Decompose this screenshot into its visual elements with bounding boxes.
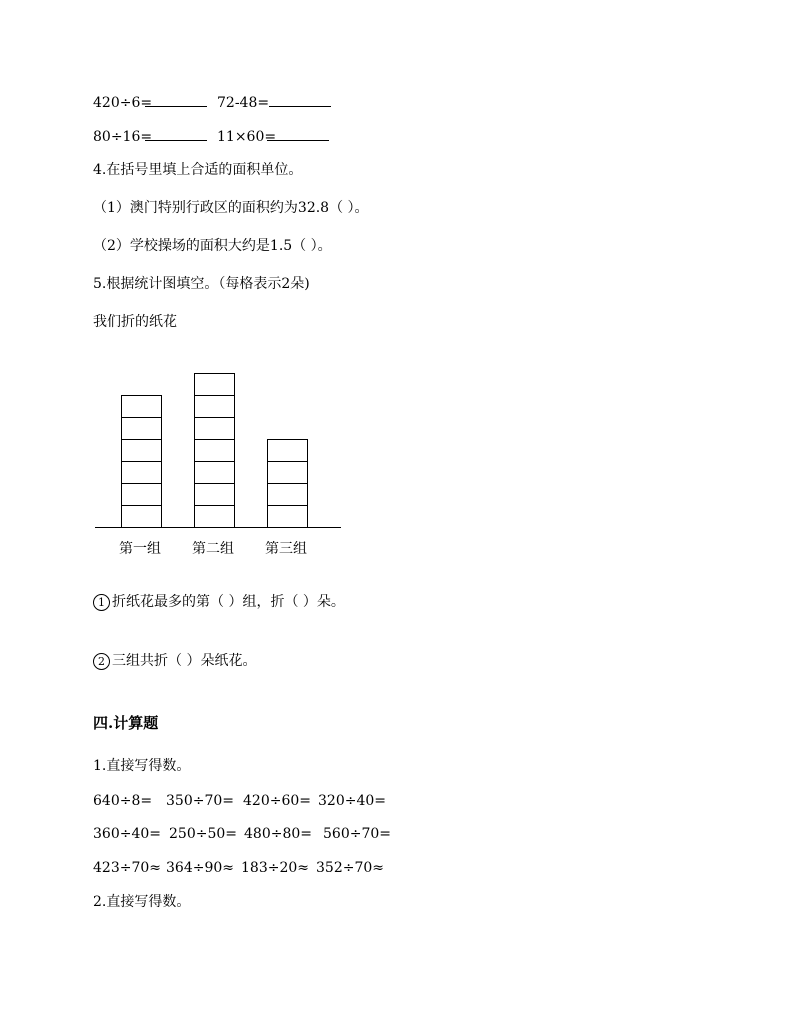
- bar-cell: [122, 462, 162, 484]
- calc-item: 183÷20≈: [241, 860, 309, 876]
- calc-item: 350÷70=: [166, 793, 234, 809]
- category-label: 第二组: [192, 541, 234, 557]
- question-text: 折纸花最多的第（ ）组，折（ ）朵。: [112, 594, 345, 610]
- fill-row-1: [93, 92, 331, 113]
- calc-item: 420÷60=: [243, 793, 311, 809]
- bar-chart: [0, 360, 360, 570]
- calc-item: 640÷8=: [93, 793, 153, 809]
- calc-item: 364÷90≈: [166, 860, 234, 876]
- q4-item-1: （1）澳门特别行政区的面积约为32.8（ ）。: [93, 200, 369, 216]
- section-heading: 四.计算题: [93, 714, 159, 732]
- bar-cell: [195, 484, 235, 506]
- calc-row-1: [93, 791, 386, 811]
- calc-row-3: [93, 858, 384, 878]
- bar-cell: [268, 462, 308, 484]
- sub-question-1: 1.直接写得数。: [93, 758, 191, 774]
- bar-cell: [122, 418, 162, 440]
- fill-row-2: [93, 126, 329, 147]
- expr-80-div-16: 80÷16=: [93, 129, 153, 145]
- bar-cell: [122, 484, 162, 506]
- category-label: 第一组: [119, 541, 161, 557]
- bar-cell: [122, 506, 162, 528]
- bar-cell: [195, 396, 235, 418]
- bar-cell: [195, 440, 235, 462]
- expr-420-div-6: 420÷6=: [93, 95, 153, 111]
- category-label: 第三组: [265, 541, 307, 557]
- question-number: 1: [93, 594, 110, 611]
- question-text: 三组共折（ ）朵纸花。: [112, 653, 257, 669]
- calc-item: 480÷80=: [244, 826, 312, 842]
- q5-title: 5.根据统计图填空。（每格表示2朵): [93, 276, 310, 292]
- calc-item: 352÷70≈: [316, 860, 384, 876]
- q4-title: 4.在括号里填上合适的面积单位。: [93, 162, 303, 178]
- bar-cell: [195, 418, 235, 440]
- bar-cell: [195, 462, 235, 484]
- q5-question-1: [93, 592, 345, 612]
- answer-blank[interactable]: [267, 126, 329, 141]
- question-number: 2: [93, 653, 110, 670]
- answer-blank[interactable]: [145, 126, 207, 141]
- answer-blank[interactable]: [269, 92, 331, 107]
- bar-cell: [268, 440, 308, 462]
- bar-cell: [195, 374, 235, 396]
- q4-item-2: （2）学校操场的面积大约是1.5（ ）。: [93, 238, 332, 254]
- calc-row-2: [93, 824, 391, 844]
- sub-question-2: 2.直接写得数。: [93, 894, 191, 910]
- chart-title: 我们折的纸花: [93, 314, 177, 330]
- q5-question-2: [93, 651, 256, 671]
- calc-item: 360÷40=: [93, 826, 161, 842]
- bar-3: [268, 440, 308, 528]
- bar-2: [195, 374, 235, 528]
- expr-11-times-60: 11×60=: [217, 129, 277, 145]
- bar-cell: [195, 506, 235, 528]
- answer-blank[interactable]: [145, 92, 207, 107]
- bar-cell: [122, 396, 162, 418]
- calc-item: 560÷70=: [323, 826, 391, 842]
- bar-1: [122, 396, 162, 528]
- bar-cell: [268, 506, 308, 528]
- bar-cell: [122, 440, 162, 462]
- expr-72-minus-48: 72-48=: [217, 95, 270, 111]
- calc-item: 423÷70≈: [93, 860, 161, 876]
- bar-cell: [268, 484, 308, 506]
- calc-item: 320÷40=: [318, 793, 386, 809]
- calc-item: 250÷50=: [169, 826, 237, 842]
